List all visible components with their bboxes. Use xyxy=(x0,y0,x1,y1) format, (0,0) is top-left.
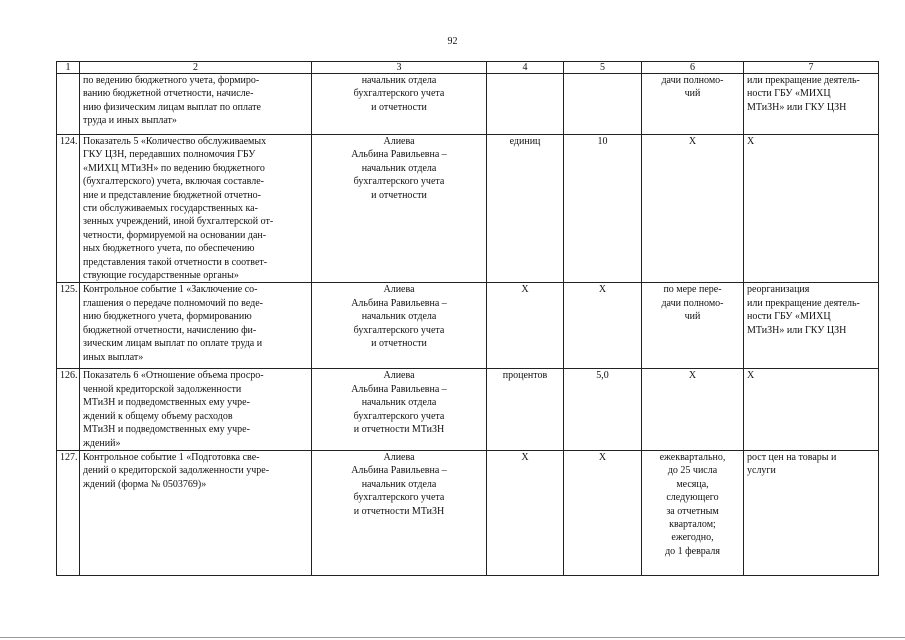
table-row xyxy=(57,74,879,135)
deadline-line: месяца, xyxy=(676,478,709,490)
responsible-person-line: и отчетности МТиЗН xyxy=(353,505,445,517)
responsible-person-line: начальник отдела xyxy=(361,162,437,174)
deadline-line: до 25 числа xyxy=(667,465,718,477)
indicator-name xyxy=(80,74,312,135)
column-header-6: 6 xyxy=(642,62,744,74)
risk-description-line: ности ГБУ «МИХЦ xyxy=(747,311,831,323)
risk-description xyxy=(744,369,879,450)
header-row xyxy=(57,62,879,74)
indicator-name-line: Контрольное событие 1 «Подготовка све- xyxy=(83,451,260,463)
indicator-name-line: сти обслуживаемых государственных ка- xyxy=(83,203,258,215)
target-value: Х xyxy=(564,283,642,369)
risk-description-line: рост цен на товары и xyxy=(747,451,837,463)
risk-description-line: МТиЗН» или ГКУ ЦЗН xyxy=(747,324,847,336)
indicator-name-line: (бухгалтерского) учета, включая составле- xyxy=(83,176,264,188)
indicator-name xyxy=(80,283,312,369)
deadline-line: дачи полномо- xyxy=(661,75,724,86)
deadline xyxy=(642,135,744,283)
risk-description xyxy=(744,74,879,135)
deadline xyxy=(642,74,744,135)
risk-description-line: или прекращение деятель- xyxy=(747,75,860,86)
deadline-line: следующего xyxy=(666,492,719,504)
deadline-line: чий xyxy=(684,88,701,100)
responsible-person-line: бухгалтерского учета xyxy=(353,324,445,336)
responsible-person-line: начальник отдела xyxy=(361,75,437,86)
responsible-person-line: Альбина Равильевна – xyxy=(351,149,447,161)
target-value: Х xyxy=(564,450,642,575)
deadline xyxy=(642,369,744,450)
column-header-4: 4 xyxy=(487,62,564,74)
deadline xyxy=(642,283,744,369)
indicator-name-line: труда и иных выплат» xyxy=(83,115,177,127)
plan-table xyxy=(56,61,879,576)
responsible-person-line: начальник отдела xyxy=(361,478,437,490)
risk-description-line: МТиЗН» или ГКУ ЦЗН xyxy=(747,101,847,113)
indicator-name-line: ние и представление бюджетной отчетно- xyxy=(83,189,261,201)
deadline-line: за отчетным xyxy=(666,505,719,517)
indicator-name-line: иных выплат» xyxy=(83,351,144,363)
indicator-name-line: ждений (форма № 0503769)» xyxy=(83,478,207,490)
row-number: 125. xyxy=(57,283,80,369)
responsible-person xyxy=(312,369,487,450)
page-number: 92 xyxy=(447,36,458,47)
deadline xyxy=(642,450,744,575)
indicator-name-line: Показатель 5 «Количество обслуживаемых xyxy=(83,136,267,147)
deadline-line: ежеквартально, xyxy=(659,451,726,463)
indicator-name-line: ванию бюджетной отчетности, начисле- xyxy=(83,88,254,100)
deadline-line: по мере пере- xyxy=(663,284,722,296)
deadline-line: ежегодно, xyxy=(671,532,714,544)
responsible-person-line: Альбина Равильевна – xyxy=(351,383,447,395)
unit-of-measure: Х xyxy=(487,283,564,369)
deadline-line: дачи полномо- xyxy=(661,297,724,309)
indicator-name-line: Показатель 6 «Отношение объема просро- xyxy=(83,370,264,382)
responsible-person-line: Альбина Равильевна – xyxy=(351,297,447,309)
indicator-name-line: ченной кредиторской задолженности xyxy=(83,383,242,395)
target-value xyxy=(564,74,642,135)
unit-of-measure: процентов xyxy=(487,369,564,450)
deadline-line: Х xyxy=(688,370,697,382)
indicator-name-line: ных бюджетного учета, по обеспечению xyxy=(83,243,255,255)
responsible-person-line: бухгалтерского учета xyxy=(353,492,445,504)
risk-description xyxy=(744,283,879,369)
indicator-name-line: глашения о передаче полномочий по веде- xyxy=(83,297,264,309)
row-number: 126. xyxy=(57,369,80,450)
row-number: 127. xyxy=(57,450,80,575)
responsible-person xyxy=(312,74,487,135)
responsible-person-line: бухгалтерского учета xyxy=(353,88,445,100)
deadline-line: кварталом; xyxy=(669,518,716,530)
column-header-3: 3 xyxy=(312,62,487,74)
indicator-name-line: нию бюджетного учета, формированию xyxy=(83,311,252,323)
table-body xyxy=(57,74,879,576)
target-value: 10 xyxy=(564,135,642,283)
column-header-2: 2 xyxy=(80,62,312,74)
indicator-name-line: ждений к общему объему расходов xyxy=(83,410,233,422)
indicator-name-line: представления такой отчетности в соответ- xyxy=(83,256,268,268)
indicator-name xyxy=(80,450,312,575)
responsible-person-line: и отчетности xyxy=(371,338,427,350)
indicator-name-line: по ведению бюджетного учета, формиро- xyxy=(83,75,260,86)
responsible-person-line: и отчетности МТиЗН xyxy=(353,424,445,436)
indicator-name-line: четности, формируемой на основании дан- xyxy=(83,229,267,241)
responsible-person-line: Алиева xyxy=(383,370,415,382)
responsible-person xyxy=(312,283,487,369)
responsible-person xyxy=(312,450,487,575)
row-number xyxy=(57,74,80,135)
table-row xyxy=(57,450,879,575)
indicator-name-line: нию физическим лицам выплат по оплате xyxy=(83,101,261,113)
column-header-1: 1 xyxy=(57,62,80,74)
risk-description-line: Х xyxy=(747,136,755,147)
table-row xyxy=(57,283,879,369)
indicator-name-line: дений о кредиторской задолженности учре- xyxy=(83,465,270,477)
risk-description-line: или прекращение деятель- xyxy=(747,297,860,309)
responsible-person-line: Альбина Равильевна – xyxy=(351,465,447,477)
indicator-name-line: бюджетной отчетности, начислению фи- xyxy=(83,324,257,336)
indicator-name xyxy=(80,135,312,283)
bottom-rule xyxy=(0,637,905,638)
responsible-person-line: и отчетности xyxy=(371,101,427,113)
indicator-name-line: ГКУ ЦЗН, передавших полномочия ГБУ xyxy=(83,149,256,161)
responsible-person-line: бухгалтерского учета xyxy=(353,410,445,422)
responsible-person-line: Алиева xyxy=(383,284,415,296)
column-header-5: 5 xyxy=(564,62,642,74)
risk-description xyxy=(744,135,879,283)
risk-description-line: ности ГБУ «МИХЦ xyxy=(747,88,831,100)
indicator-name-line: зическим лицам выплат по оплате труда и xyxy=(83,338,263,350)
indicator-name-line: ждений» xyxy=(83,437,121,449)
target-value: 5,0 xyxy=(564,369,642,450)
deadline-line: до 1 февраля xyxy=(665,545,720,557)
deadline-line: чий xyxy=(684,311,701,323)
row-number: 124. xyxy=(57,135,80,283)
responsible-person-line: начальник отдела xyxy=(361,397,437,409)
risk-description xyxy=(744,450,879,575)
responsible-person-line: начальник отдела xyxy=(361,311,437,323)
table-row xyxy=(57,135,879,283)
column-header-7: 7 xyxy=(744,62,879,74)
responsible-person-line: и отчетности xyxy=(371,189,427,201)
unit-of-measure: единиц xyxy=(487,135,564,283)
risk-description-line: услуги xyxy=(747,465,776,477)
indicator-name-line: МТиЗН и подведомственных ему учре- xyxy=(83,424,250,436)
indicator-name-line: зенных учреждений, иной бухгалтерской от- xyxy=(83,216,274,228)
responsible-person xyxy=(312,135,487,283)
risk-description-line: Х xyxy=(747,370,755,382)
unit-of-measure: Х xyxy=(487,450,564,575)
indicator-name-line: ствующие государственные органы» xyxy=(83,270,239,282)
unit-of-measure xyxy=(487,74,564,135)
responsible-person-line: Алиева xyxy=(383,136,415,147)
indicator-name-line: Контрольное событие 1 «Заключение со- xyxy=(83,284,258,296)
table-row xyxy=(57,369,879,450)
indicator-name-line: «МИХЦ МТиЗН» по ведению бюджетного xyxy=(83,162,265,174)
risk-description-line: реорганизация xyxy=(747,284,810,296)
responsible-person-line: бухгалтерского учета xyxy=(353,176,445,188)
indicator-name-line: МТиЗН и подведомственных ему учре- xyxy=(83,397,250,409)
indicator-name xyxy=(80,369,312,450)
responsible-person-line: Алиева xyxy=(383,451,415,463)
deadline-line: Х xyxy=(688,136,697,147)
